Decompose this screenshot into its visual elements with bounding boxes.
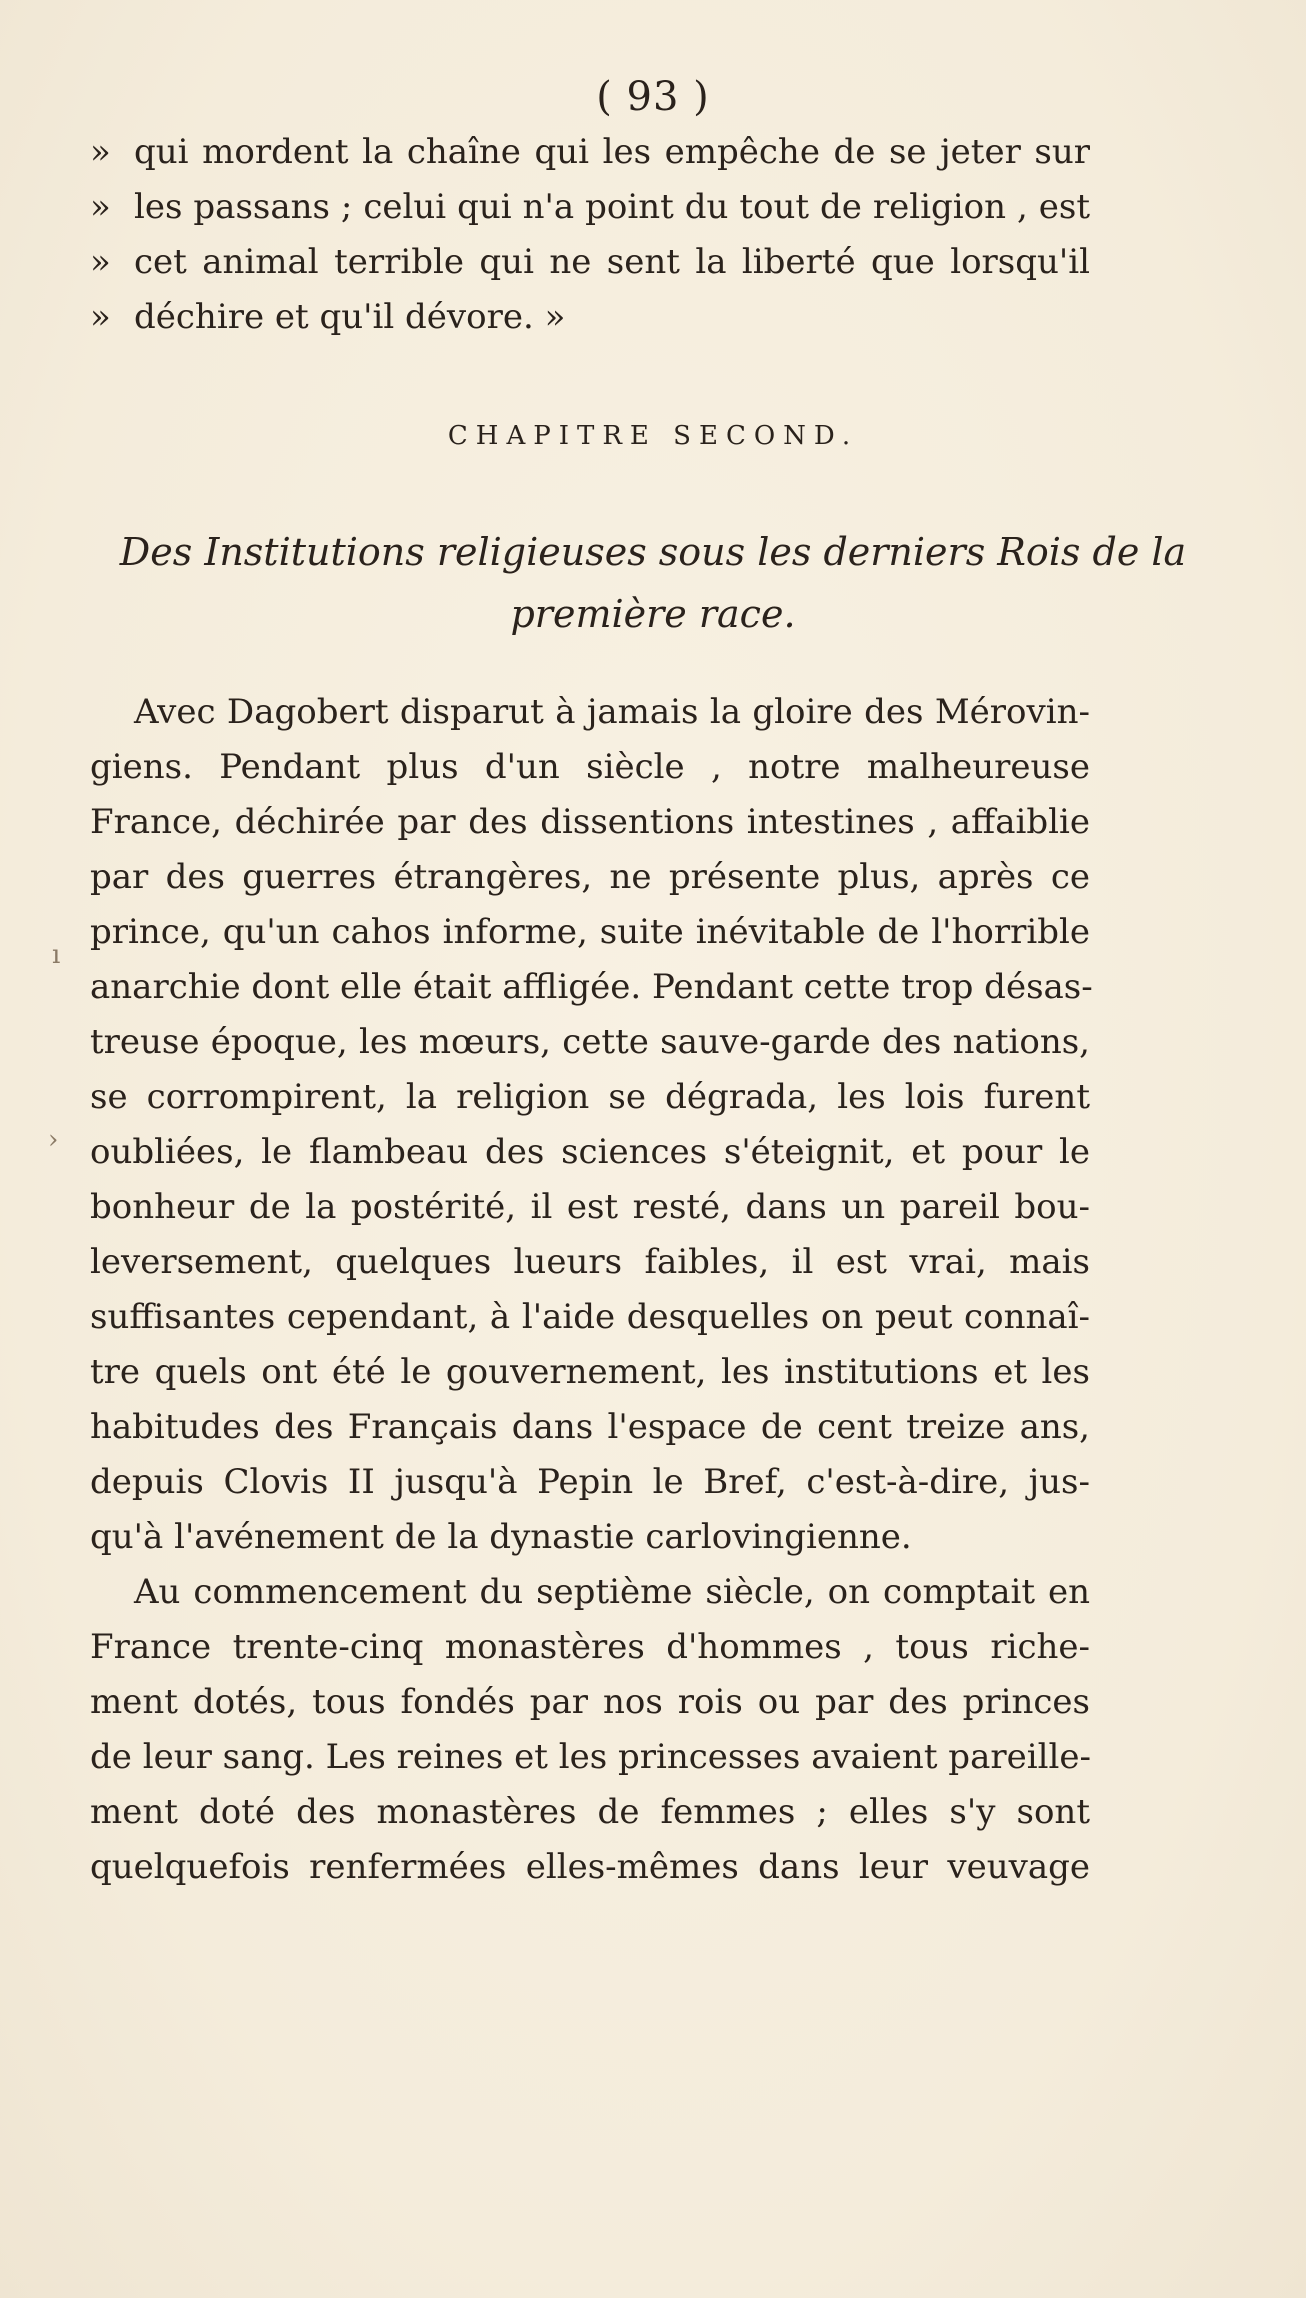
quote-mark: »	[90, 187, 111, 227]
quote-mark: »	[90, 297, 111, 337]
quote-text: déchire et qu'il dévore. »	[134, 297, 566, 337]
chapter-heading: CHAPITRE SECOND.	[447, 421, 859, 451]
quote-mark: »	[90, 242, 111, 282]
text-line: ment doté des monastères de femmes ; elles s'y sont	[90, 1792, 1090, 1832]
quote-line	[90, 180, 1090, 234]
margin-mark: ›	[48, 1125, 59, 1155]
section-title-line: première race.	[510, 592, 796, 636]
text-line: giens. Pendant plus d'un siècle , notre malheureuse	[90, 747, 1090, 787]
text-line: qu'à l'avénement de la dynastie carlovingienne.	[90, 1517, 912, 1557]
text-line: suffisantes cependant, à l'aide desquelles on peut connaî-	[90, 1297, 1090, 1337]
quote-mark: »	[90, 132, 111, 172]
quote-line	[90, 235, 1090, 289]
text-line: habitudes des Français dans l'espace de cent treize ans,	[90, 1407, 1090, 1447]
text-line: se corrompirent, la religion se dégrada, les lois furent	[90, 1077, 1090, 1117]
text-line: tre quels ont été le gouvernement, les institutions et les	[90, 1352, 1090, 1392]
text-line: France trente-cinq monastères d'hommes , tous riche-	[90, 1627, 1090, 1667]
quote-line	[90, 290, 1090, 344]
quote-text: qui mordent la chaîne qui les empêche de se jeter sur	[134, 132, 1090, 172]
text-line: France, déchirée par des dissentions intestines , affaiblie	[90, 802, 1090, 842]
text-line: de leur sang. Les reines et les princesses avaient pareille-	[90, 1737, 1091, 1777]
quote-text: cet animal terrible qui ne sent la liberté que lorsqu'il	[134, 242, 1090, 282]
text-line: oubliées, le flambeau des sciences s'éteignit, et pour le	[90, 1132, 1090, 1172]
text-line: quelquefois renfermées elles-mêmes dans leur veuvage	[90, 1847, 1090, 1887]
text-line: bonheur de la postérité, il est resté, dans un pareil bou-	[90, 1187, 1090, 1227]
text-line: treuse époque, les mœurs, cette sauve-garde des nations,	[90, 1022, 1090, 1062]
section-title-line: Des Institutions religieuses sous les derniers Rois de la	[119, 530, 1187, 574]
text-line: Avec Dagobert disparut à jamais la gloire des Mérovin-	[134, 692, 1090, 732]
text-line: par des guerres étrangères, ne présente plus, après ce	[90, 857, 1090, 897]
text-line: depuis Clovis II jusqu'à Pepin le Bref, c'est-à-dire, jus-	[90, 1462, 1090, 1502]
quote-text: les passans ; celui qui n'a point du tout de religion , est	[134, 187, 1090, 227]
quote-line	[90, 125, 1090, 179]
text-line: leversement, quelques lueurs faibles, il est vrai, mais	[90, 1242, 1090, 1282]
text-line: anarchie dont elle était affligée. Pendant cette trop désas-	[90, 967, 1093, 1007]
margin-mark: ı	[52, 940, 61, 970]
text-line: Au commencement du septième siècle, on comptait en	[134, 1572, 1090, 1612]
page-number: ( 93 )	[596, 74, 710, 120]
text-line: ment dotés, tous fondés par nos rois ou par des princes	[90, 1682, 1090, 1722]
text-line: prince, qu'un cahos informe, suite inévitable de l'horrible	[90, 912, 1090, 952]
